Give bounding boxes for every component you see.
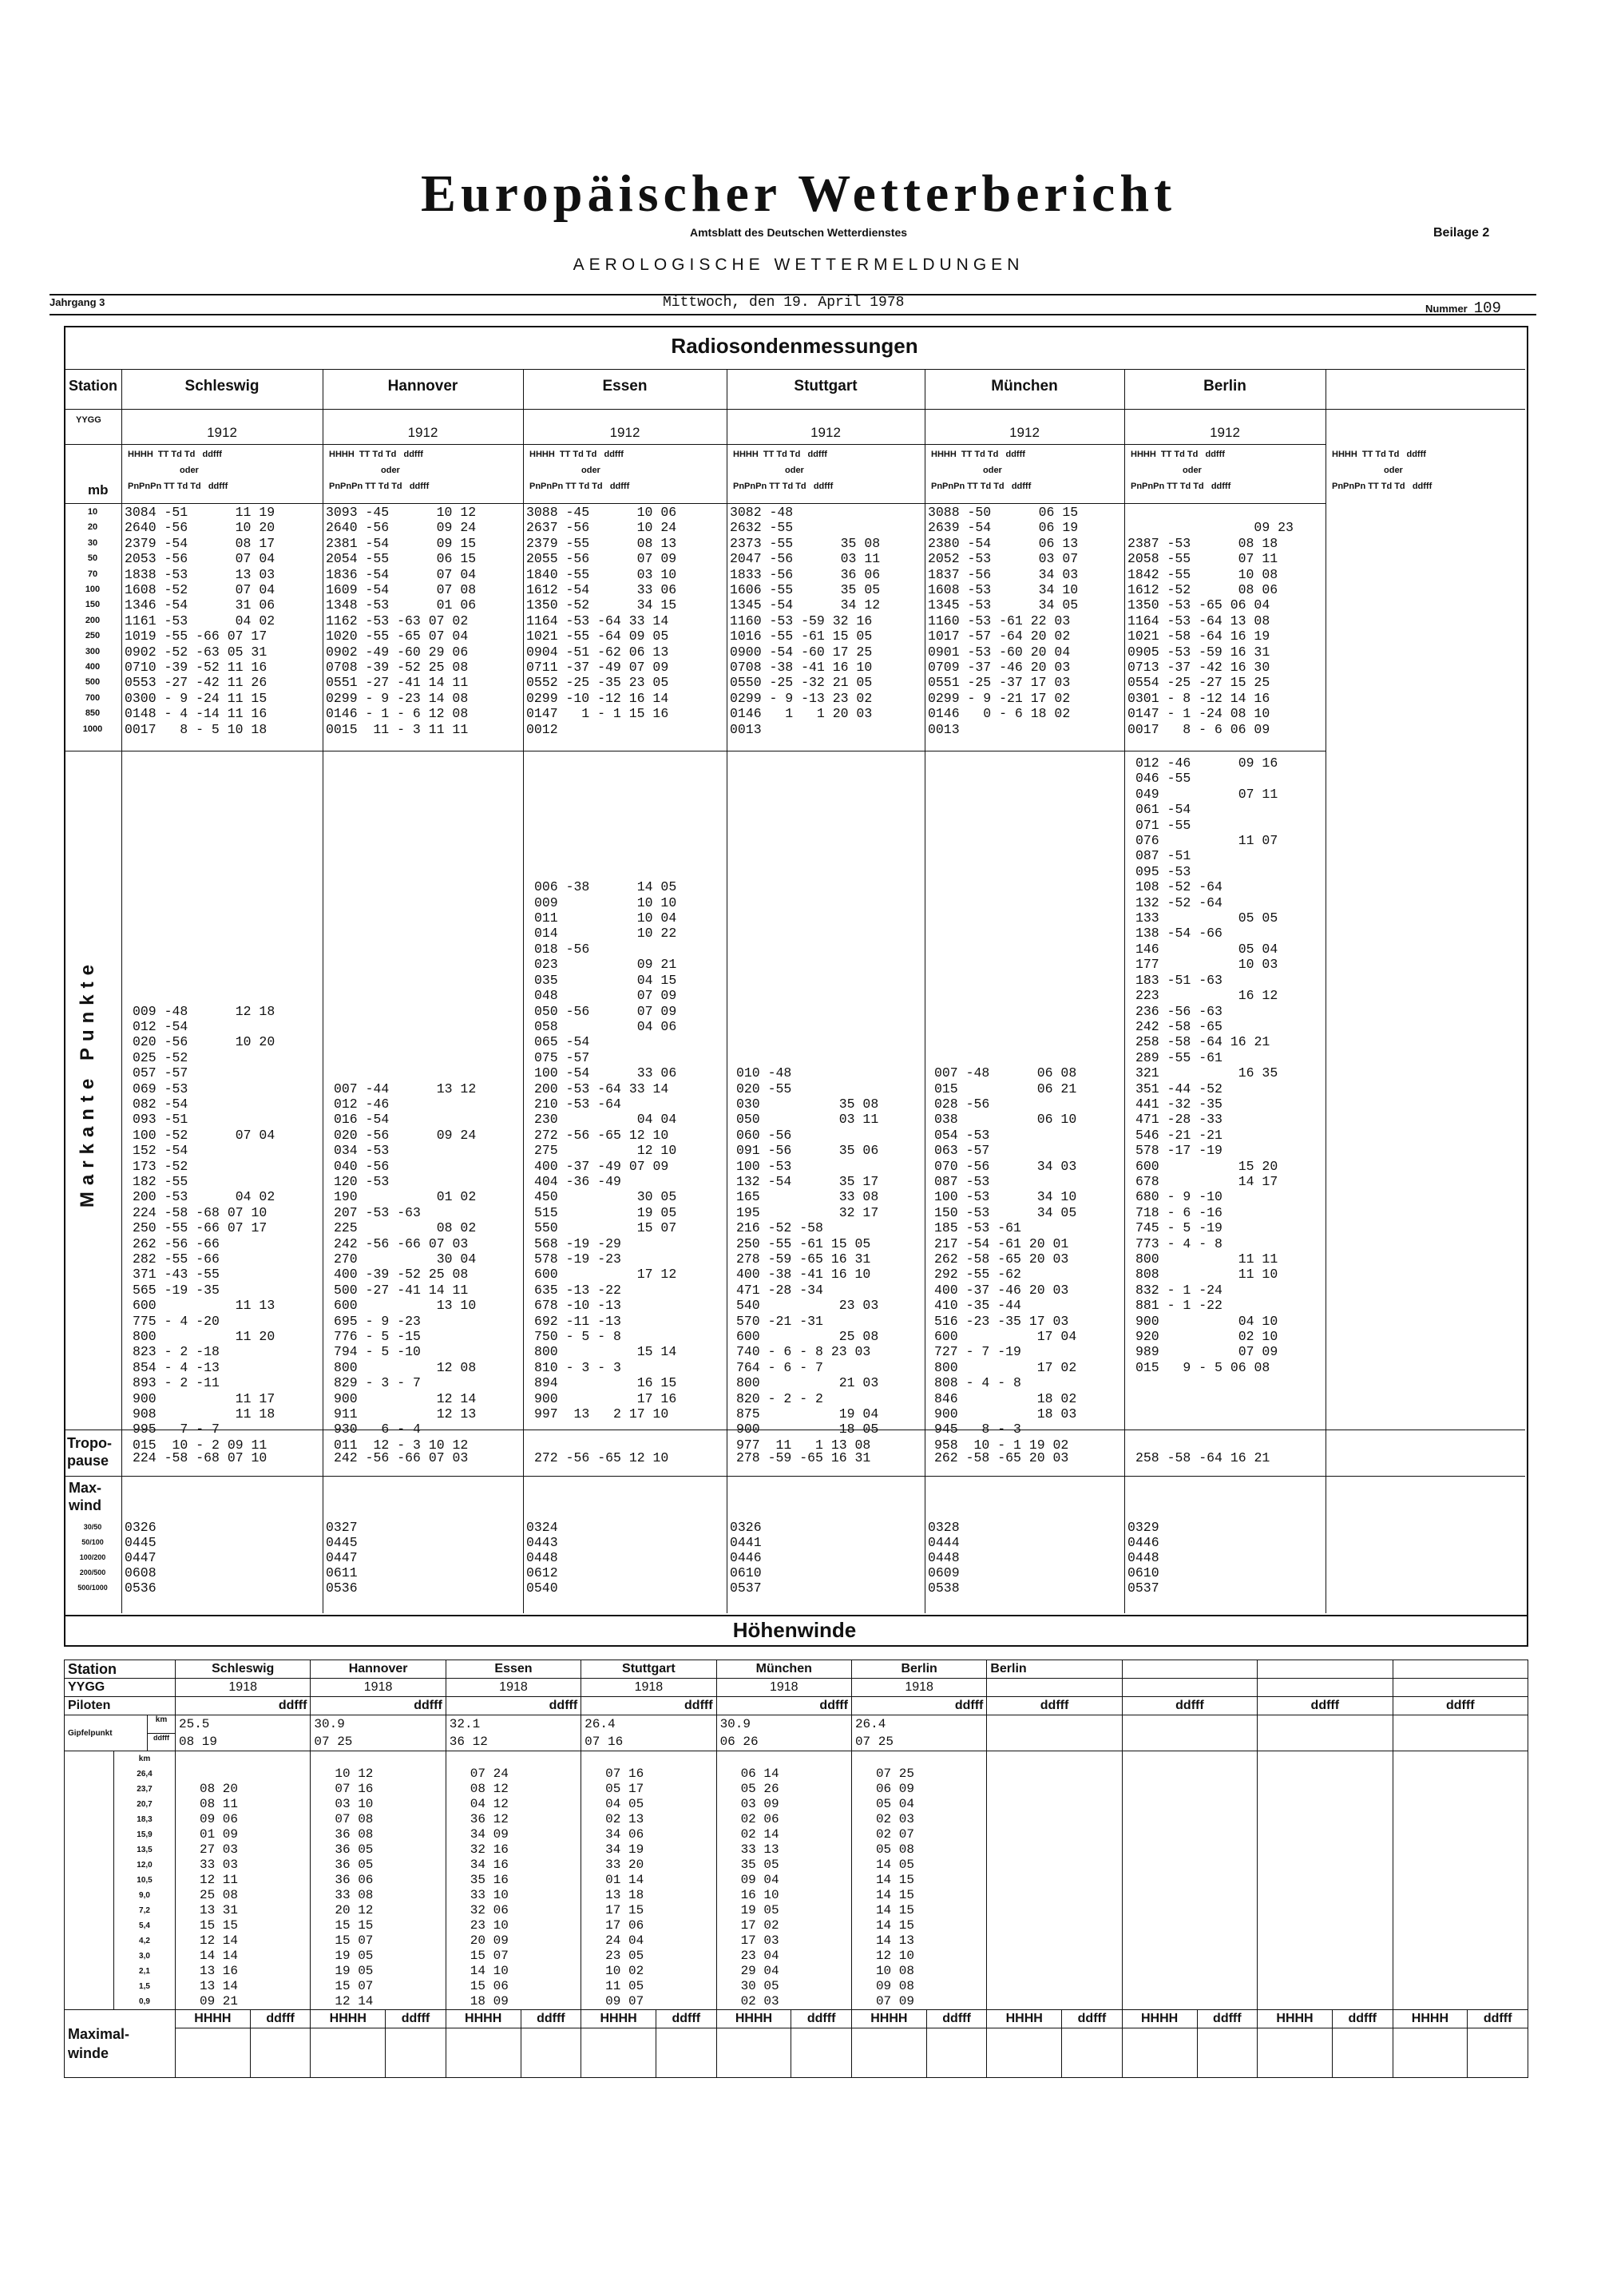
col-head: PnPnPn TT Td Td ddfff [529,482,630,491]
empty-cell [1393,1660,1528,1679]
issue-date: Mittwoch, den 19. April 1978 [663,295,905,311]
empty-cell [1258,1660,1393,1679]
maxwind-stuttgart: 0326 0441 0446 0610 0537 [730,1520,762,1596]
yygg-value: 1912 [207,425,237,440]
yygg-value: 1918 [581,1679,716,1697]
station-label: Station [65,1660,176,1679]
col-head: PnPnPn TT Td Td ddfff [128,482,228,491]
yygg-value: 1918 [311,1679,446,1697]
km-levels: km 26,4 23,7 20,7 18,3 15,9 13,5 12,0 10,5 9,0 7,2 5,4 4,2 3,0 2,1 1,5 0,9 [65,1751,176,2010]
markante-essen: 006 -38 14 05 009 10 10 011 10 04 014 10 22 018 -56 023 09 21 035 04 15 048 07 09 050 -56 07 09 058 04 06 065 -54 075 -57 100 -54 33 06 200 -53 -64 33 14 210 -53 -64 230 04 04 272 -56 -65 12 10 275 12 10 400 -37 -49 07 09 404 -36 -49 450 30 05 515 19 05 550 15 07 568 -19 -29 578 -19 -23 600 17 12 635 -13 -22 678 -10 -13 692 -11 -13 750 - 5 - 8 800 15 14 810 - 3 - 3 894 16 15 900 17 16 997 13 2 17 10 [534,879,677,1422]
winds-hannover: 10 12 07 16 03 10 07 08 36 08 36 05 36 05 36 06 33 08 20 12 15 15 15 07 19 05 19 05 15 07 12 14 [311,1751,446,2010]
dd-head: ddfff [581,1697,716,1715]
gipfel-values: 26.4 07 25 [851,1715,986,1751]
yygg-value: 1912 [1009,425,1040,440]
piloten-label: Piloten [65,1697,176,1715]
col-head: PnPnPn TT Td Td ddfff [1332,482,1433,491]
level-label: 10 [87,507,98,517]
tropo-muenchen: 262 -58 -65 20 03 [934,1450,1069,1465]
tropo-essen: 272 -56 -65 12 10 [534,1450,669,1465]
col-head: PnPnPn TT Td Td ddfff [329,482,430,491]
station-essen: Essen [446,1660,581,1679]
level-label: 70 [87,569,98,579]
page-title: Europäischer Wetterbericht [420,165,1177,223]
gipfel-values: 25.5 08 19 [176,1715,311,1751]
col-line [1124,369,1125,1613]
gipfel-km-label: km [148,1715,175,1734]
level-label: 50 [87,553,98,564]
maxwind-hannover: 0327 0445 0447 0611 0536 [326,1520,358,1596]
station-stuttgart: Stuttgart [581,1660,716,1679]
level-label: 400 [85,662,101,672]
col-line [523,369,524,1613]
markante-hannover: 007 -44 13 12 012 -46 016 -54 020 -56 09 24 034 -53 040 -56 120 -53 190 01 02 207 -53 -63 225 08 02 242 -56 -66 07 03 270 30 04 400 -39 -52 25 08 500 -27 -41 14 11 600 13 10 695 - 9 -23 776 - 5 -15 794 - 5 -10 800 12 08 829 - 3 - 7 900 12 14 911 12 13 930 6 - 4 011 12 - 3 10 12 [334,1081,477,1453]
levels-stuttgart: 3082 -48 2632 -55 2373 -55 35 08 2047 -56 03 11 1833 -56 36 06 1606 -55 35 05 1345 -54 34 12 1160 -53 -59 32 16 1016 -55 -61 15 05 0900 -54 -60 17 25 0708 -38 -41 16 10 0550 -25 -32 21 05 0299 - 9 -13 23 02 0146 1 1 20 03 0013 [730,505,881,737]
col-head-oder: oder [180,466,199,475]
mb-label: mb [88,482,109,498]
station-berlin: Berlin [851,1660,986,1679]
rule [64,1476,1525,1477]
section-title: AEROLOGISCHE WETTERMELDUNGEN [573,256,1024,274]
header-rule-2 [50,314,1536,315]
col-head: HHHH TT Td Td ddfff [128,450,222,459]
markante-schleswig: 009 -48 12 18 012 -54 020 -56 10 20 025 -52 057 -57 069 -53 082 -54 093 -51 100 -52 07 04 152 -54 173 -52 182 -55 200 -53 04 02 224 -58 -68 07 10 250 -55 -66 07 17 262 -56 -66 282 -55 -66 371 -43 -55 565 -19 -35 600 11 13 775 - 4 -20 800 11 20 823 - 2 -18 854 - 4 -13 893 - 2 -11 900 11 17 908 11 18 995 7 - 7 015 10 - 2 09 11 [133,1003,275,1453]
yygg-label: YYGG [76,415,101,425]
maxwind-level: 30/50 [83,1523,102,1531]
col-head-oder: oder [1183,466,1202,475]
gipfel-label: Gipfelpunkt [68,1728,113,1738]
levels-schleswig: 3084 -51 11 19 2640 -56 10 20 2379 -54 08 17 2053 -56 07 04 1838 -53 13 03 1608 -52 07 04 1346 -54 31 06 1161 -53 04 02 1019 -55 -66 07 17 0902 -52 -63 05 31 0710 -39 -52 11 16 0553 -27 -42 11 26 0300 - 9 -24 11 15 0148 - 4 -14 11 16 0017 8 - 5 10 18 [125,505,275,737]
station-label: Station [69,378,117,394]
levels-muenchen: 3088 -50 06 15 2639 -54 06 19 2380 -54 06 13 2052 -53 03 07 1837 -56 34 03 1608 -53 34 10 1345 -53 34 05 1160 -53 -61 22 03 1017 -57 -64 20 02 0901 -53 -60 20 04 0709 -37 -46 20 03 0551 -25 -37 17 03 0299 - 9 -21 17 02 0146 0 - 6 18 02 0013 [928,505,1079,737]
yygg-value: 1912 [609,425,640,440]
maxwind-muenchen: 0328 0444 0448 0609 0538 [928,1520,960,1596]
maxwind-levels [64,1520,121,1596]
levels-berlin: 09 23 2387 -53 08 18 2058 -55 07 11 1842 -55 10 08 1612 -52 08 06 1350 -53 -65 06 04 1164 -53 -64 13 08 1021 -58 -64 16 19 0905 -53 -59 16 31 0713 -37 -42 16 30 0554 -25 -27 15 25 0301 - 8 -12 14 16 0147 - 1 -24 08 10 0017 8 - 6 06 09 [1127,520,1294,737]
maxwind-level: 500/1000 [77,1584,108,1592]
gipfel-values: 32.1 36 12 [446,1715,581,1751]
maxwind-label: Max- wind [69,1480,102,1513]
station-schleswig: Schleswig [176,1660,311,1679]
dd-head: ddfff [446,1697,581,1715]
rule [64,503,1326,504]
winds-essen: 07 24 08 12 04 12 36 12 34 09 32 16 34 16 35 16 33 10 32 06 23 10 20 09 15 07 14 10 15 06 18 09 [446,1751,581,2010]
mb-levels [64,505,121,737]
markante-berlin: 012 -46 09 16 046 -55 049 07 11 061 -54 071 -55 076 11 07 087 -51 095 -53 108 -52 -64 132 -52 -64 133 05 05 138 -54 -66 146 05 04 177 10 03 183 -51 -63 223 16 12 236 -56 -63 242 -58 -65 258 -58 -64 16 21 289 -55 -61 321 16 35 351 -44 -52 441 -32 -35 471 -28 -33 546 -21 -21 578 -17 -19 600 15 20 678 14 17 680 - 9 -10 718 - 6 -16 745 - 5 -19 773 - 4 - 8 800 11 11 808 11 10 832 - 1 -24 881 - 1 -22 900 04 10 920 02 10 989 07 09 015 9 - 5 06 08 [1135,755,1278,1375]
station-berlin-2: Berlin [987,1660,1122,1679]
gipfel-values: 26.4 07 16 [581,1715,716,1751]
station-schleswig: Schleswig [184,378,260,395]
station-hannover: Hannover [311,1660,446,1679]
maxwind-berlin: 0329 0446 0448 0610 0537 [1127,1520,1159,1596]
tropo-hannover: 242 -56 -66 07 03 [334,1450,469,1465]
winds-schleswig: 08 20 08 11 09 06 01 09 27 03 33 03 12 11 25 08 13 31 15 15 12 14 14 14 13 16 13 14 09 21 [176,1751,311,2010]
col-head: HHHH TT Td Td ddfff [1332,450,1426,459]
subtitle: Amtsblatt des Deutschen Wetterdienstes [689,226,908,239]
hoehen-table: Station Schleswig Hannover Essen Stuttgart München Berlin Berlin YYGG 1918 1918 1918 1918 1918 1918 Piloten ddfff ddfff ddfff ddfff ddfff ddfff ddfff ddfff ddfff ddfff Gipfelpunkt km ddfff 25.5 08 19 30.9 07 25 32.1 36 12 26.4 07 16 30.9 06 26 26.4 07 25 km 26,4 23,7 20,7 18,3 15,9 13,5 12,0 10,5 9,0 7,2 5,4 4,2 3,0 2,1 1,5 0,9 08 20 08 11 09 06 01 09 27 03 33 03 12 11 25 08 13 31 15 15 12 14 14 14 13 16 13 14 09 21 10 12 07 16 03 10 07 08 36 08 36 05 36 05 36 06 33 08 20 12 15 15 15 07 19 05 19 05 15 07 12 14 07 24 08 12 04 12 36 12 34 09 32 16 34 16 35 16 33 10 32 06 23 10 20 09 15 07 14 10 15 06 18 09 07 16 05 17 04 05 02 13 34 06 34 19 33 20 01 14 13 18 17 15 17 06 24 04 23 05 10 02 11 05 09 07 06 14 05 26 03 09 02 06 02 14 33 13 35 05 09 04 16 10 19 05 17 02 17 03 23 04 29 04 30 05 02 03 07 25 06 09 05 04 02 03 02 07 05 08 14 05 14 15 14 15 14 15 14 15 14 13 12 10 10 08 09 08 07 09 Maximal- winde HHHH ddfff HHHH ddfff HHHH ddfff HHHH ddfff HHHH ddfff HHHH ddfff HHHH ddfff HHHH ddfff HHHH ddfff HHHH ddfff [64,1660,1528,2078]
tropo-label: Tropo- pause [67,1435,112,1469]
maximal-label: Maximal- winde [65,2010,176,2078]
yygg-value: 1918 [716,1679,851,1697]
gipfel-cell [65,1715,176,1751]
winds-stuttgart: 07 16 05 17 04 05 02 13 34 06 34 19 33 20 01 14 13 18 17 15 17 06 24 04 23 05 10 02 11 05 09 07 [581,1751,716,2010]
level-label: 700 [85,692,101,703]
winds-berlin: 07 25 06 09 05 04 02 03 02 07 05 08 14 05 14 15 14 15 14 15 14 15 14 13 12 10 10 08 09 08 07 09 [851,1751,986,2010]
maxwind-level: 50/100 [81,1538,104,1546]
markante-label: Markante Punkte [77,958,98,1208]
yygg-value: 1912 [1210,425,1240,440]
col-head: PnPnPn TT Td Td ddfff [733,482,834,491]
col-line [121,369,122,1613]
level-label: 300 [85,646,101,656]
yygg-value: 1918 [851,1679,986,1697]
empty-cell [1122,1660,1257,1679]
hoehen-heading: Höhenwinde [732,1618,857,1642]
station-essen: Essen [602,378,648,395]
dd-head: ddfff [1122,1697,1257,1715]
col-head-oder: oder [381,466,400,475]
beilage-label: Beilage 2 [1433,226,1490,240]
col-head-oder: oder [581,466,600,475]
markante-muenchen: 007 -48 06 08 015 06 21 028 -56 038 06 10 054 -53 063 -57 070 -56 34 03 087 -53 100 -53 34 10 150 -53 34 05 185 -53 -61 217 -54 -61 20 01 262 -58 -65 20 03 292 -55 -62 400 -37 -46 20 03 410 -35 -44 516 -23 -35 17 03 600 17 04 727 - 7 -19 800 17 02 808 - 4 - 8 846 18 02 900 18 03 945 8 - 3 958 10 - 1 19 02 [934,1065,1077,1453]
station-hannover: Hannover [387,378,458,395]
tropo-schleswig: 224 -58 -68 07 10 [133,1450,267,1465]
dd-head: ddfff [311,1697,446,1715]
level-label: 150 [85,600,101,610]
dd-head: ddfff [1393,1697,1528,1715]
maxwind-level: 200/500 [79,1568,106,1576]
dd-head: ddfff [987,1697,1122,1715]
col-head-oder: oder [785,466,804,475]
station-berlin: Berlin [1203,378,1246,395]
col-head: HHHH TT Td Td ddfff [733,450,827,459]
dd-head: ddfff [1258,1697,1393,1715]
col-head: PnPnPn TT Td Td ddfff [1131,482,1231,491]
gipfel-dd-label: ddfff [153,1733,169,1742]
rule [64,369,1525,370]
yygg-value: 1918 [446,1679,581,1697]
col-head-oder: oder [983,466,1002,475]
col-head: HHHH TT Td Td ddfff [1131,450,1225,459]
maxwind-essen: 0324 0443 0448 0612 0540 [526,1520,558,1596]
maxwind-schleswig: 0326 0445 0447 0608 0536 [125,1520,157,1596]
col-head-oder: oder [1384,466,1403,475]
jahrgang: Jahrgang 3 [50,296,105,308]
level-label: 1000 [82,724,103,734]
col-head: HHHH TT Td Td ddfff [329,450,423,459]
winds-muenchen: 06 14 05 26 03 09 02 06 02 14 33 13 35 05 09 04 16 10 19 05 17 02 17 03 23 04 29 04 30 05 02 03 [716,1751,851,2010]
col-head: HHHH TT Td Td ddfff [529,450,624,459]
yygg-value: 1918 [176,1679,311,1697]
station-stuttgart: Stuttgart [794,378,858,395]
gipfel-values: 30.9 06 26 [716,1715,851,1751]
dd-head: ddfff [851,1697,986,1715]
level-label: 30 [87,537,98,548]
rule [64,409,1525,410]
issue-number: Nummer 109 [1425,299,1501,317]
markante-stuttgart: 010 -48 020 -55 030 35 08 050 03 11 060 -56 091 -56 35 06 100 -53 132 -54 35 17 165 33 08 195 32 17 216 -52 -58 250 -55 -61 15 05 278 -59 -65 16 31 400 -38 -41 16 10 471 -28 -34 540 23 03 570 -21 -31 600 25 08 740 - 6 - 8 23 03 764 - 6 - 7 800 21 03 820 - 2 - 2 875 19 04 900 18 05 977 11 1 13 08 [736,1065,879,1453]
level-label: 200 [85,615,101,625]
col-head: HHHH TT Td Td ddfff [931,450,1025,459]
level-label: 500 [85,677,101,688]
level-label: 100 [85,585,101,595]
dd-head: ddfff [176,1697,311,1715]
levels-hannover: 3093 -45 10 12 2640 -56 09 24 2381 -54 09 15 2054 -55 06 15 1836 -54 07 04 1609 -54 07 08 1348 -53 01 06 1162 -53 -63 07 02 1020 -55 -65 07 04 0902 -49 -60 29 06 0708 -39 -52 25 08 0551 -27 -41 14 11 0299 - 9 -23 14 08 0146 - 1 - 6 12 08 0015 11 - 3 11 11 [326,505,477,737]
level-label: 250 [85,631,101,641]
yygg-value: 1912 [810,425,841,440]
rule [64,444,1326,445]
station-muenchen: München [991,378,1058,395]
tropo-stuttgart: 278 -59 -65 16 31 [736,1450,871,1465]
dd-head: ddfff [716,1697,851,1715]
yygg-label: YYGG [65,1679,176,1697]
maxwind-level: 100/200 [79,1553,106,1561]
station-muenchen: München [716,1660,851,1679]
gipfel-values: 30.9 07 25 [311,1715,446,1751]
col-head: PnPnPn TT Td Td ddfff [931,482,1032,491]
yygg-value: 1912 [407,425,438,440]
radiosonde-heading: Radiosondenmessungen [671,334,918,358]
tropo-berlin: 258 -58 -64 16 21 [1135,1450,1270,1465]
level-label: 850 [85,708,101,719]
levels-essen: 3088 -45 10 06 2637 -56 10 24 2379 -55 08 13 2055 -56 07 09 1840 -55 03 10 1612 -54 33 06 1350 -52 34 15 1164 -53 -64 33 14 1021 -55 -64 09 05 0904 -51 -62 06 13 0711 -37 -49 07 09 0552 -25 -35 23 05 0299 -10 -12 16 14 0147 1 - 1 15 16 0012 [526,505,677,737]
level-label: 20 [87,522,98,533]
